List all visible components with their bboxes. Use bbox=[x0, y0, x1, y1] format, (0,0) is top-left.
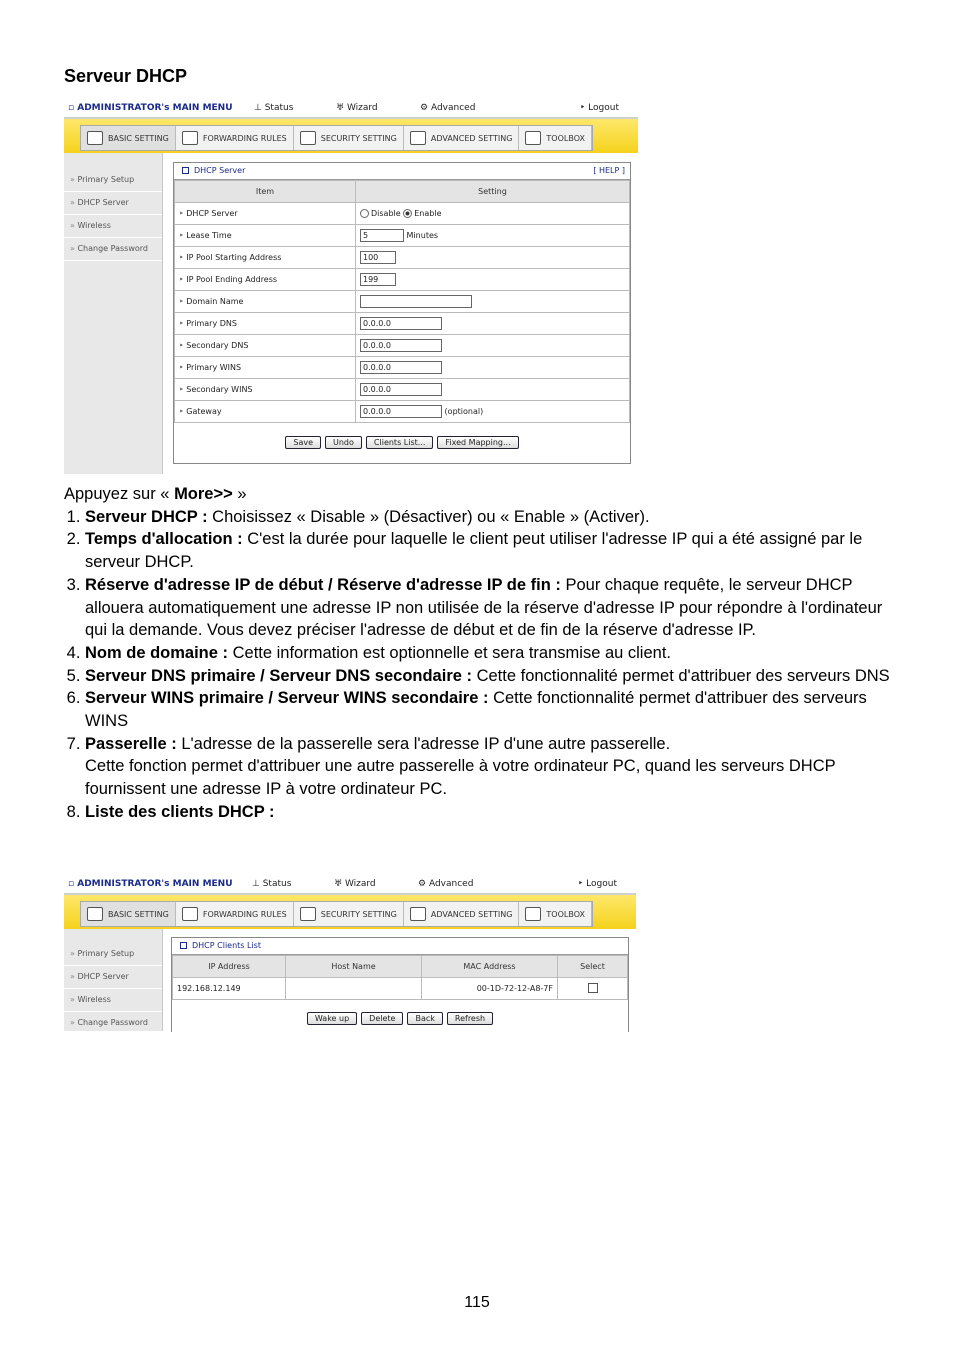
admin-main-menu[interactable]: ▫ ADMINISTRATOR's MAIN MENU bbox=[68, 879, 233, 889]
advanced-link[interactable]: ⚙ Advanced bbox=[418, 879, 474, 889]
status-icon: ⊥ bbox=[252, 879, 260, 889]
instruction-list bbox=[64, 506, 904, 824]
status-icon: ⊥ bbox=[254, 103, 262, 113]
secondary-dns-input[interactable]: 0.0.0.0 bbox=[360, 339, 442, 352]
wake-up-button[interactable]: Wake up bbox=[307, 1012, 357, 1025]
security-icon bbox=[300, 907, 316, 921]
top-menu-bar-2 bbox=[64, 877, 636, 895]
sidebar-item-dhcp-server[interactable]: » DHCP Server bbox=[64, 966, 162, 989]
forwarding-icon bbox=[182, 907, 198, 921]
column-header-host: Host Name bbox=[286, 956, 422, 978]
save-button[interactable]: Save bbox=[285, 436, 321, 449]
toolbox-icon bbox=[525, 131, 541, 145]
sidebar-item-change-password[interactable]: » Change Password bbox=[64, 1012, 162, 1035]
tab-forwarding-rules[interactable]: FORWARDING RULES bbox=[176, 902, 294, 926]
enable-radio[interactable] bbox=[403, 209, 412, 218]
folder-icon bbox=[87, 131, 103, 145]
advanced-setting-icon bbox=[410, 131, 426, 145]
wizard-link[interactable]: ♅ Wizard bbox=[336, 103, 378, 113]
intro-line: Appuyez sur « More>> » bbox=[64, 485, 247, 503]
client-host bbox=[286, 978, 422, 1000]
back-button[interactable]: Back bbox=[407, 1012, 442, 1025]
secondary-wins-label: ‣ Secondary WINS bbox=[175, 379, 356, 401]
tab-basic-setting[interactable]: BASIC SETTING bbox=[81, 902, 176, 926]
secondary-wins-input[interactable]: 0.0.0.0 bbox=[360, 383, 442, 396]
column-header-select: Select bbox=[558, 956, 628, 978]
column-header-ip: IP Address bbox=[173, 956, 286, 978]
sidebar bbox=[64, 153, 163, 474]
tab-basic-setting[interactable]: BASIC SETTING bbox=[81, 126, 176, 150]
sidebar-2 bbox=[64, 929, 163, 1031]
advanced-link[interactable]: ⚙ Advanced bbox=[420, 103, 476, 113]
gateway-label: ‣ Gateway bbox=[175, 401, 356, 423]
list-item: 5. Serveur DNS primaire / Serveur DNS secondaire : Cette fonctionnalité permet d'attribuer des serveurs DNS bbox=[85, 665, 904, 688]
secondary-dns-label: ‣ Secondary DNS bbox=[175, 335, 356, 357]
column-header-setting: Setting bbox=[356, 181, 630, 203]
list-item: 7. Passerelle : L'adresse de la passerelle sera l'adresse IP d'une autre passerelle. Cette fonction permet d'attribuer une autre passerelle à votre ordinateur PC, quand les serveurs DHCP fournissent une adresse IP à votre ordinateur PC. bbox=[85, 733, 904, 801]
client-ip: 192.168.12.149 bbox=[173, 978, 286, 1000]
dhcp-server-panel bbox=[173, 162, 631, 464]
advanced-icon: ⚙ bbox=[420, 103, 429, 113]
fixed-mapping-button[interactable]: Fixed Mapping... bbox=[437, 436, 518, 449]
wizard-icon: ♅ bbox=[336, 103, 345, 113]
panel-square-icon bbox=[182, 167, 189, 174]
list-item: 8. Liste des clients DHCP : bbox=[85, 801, 904, 824]
pool-end-label: ‣ IP Pool Ending Address bbox=[175, 269, 356, 291]
dhcp-server-label: ‣ DHCP Server bbox=[175, 203, 356, 225]
admin-main-menu[interactable]: ▫ ADMINISTRATOR's MAIN MENU bbox=[68, 103, 233, 113]
panel-square-icon bbox=[180, 942, 187, 949]
primary-dns-input[interactable]: 0.0.0.0 bbox=[360, 317, 442, 330]
dhcp-server-screenshot bbox=[64, 101, 638, 474]
tab-bar-2 bbox=[64, 895, 636, 929]
security-icon bbox=[300, 131, 316, 145]
help-link[interactable]: [ HELP ] bbox=[593, 166, 625, 175]
dhcp-clients-panel bbox=[171, 937, 629, 1032]
sidebar-item-dhcp-server[interactable]: » DHCP Server bbox=[64, 192, 162, 215]
gateway-input[interactable]: 0.0.0.0 bbox=[360, 405, 442, 418]
list-item: 4. Nom de domaine : Cette information est optionnelle et sera transmise au client. bbox=[85, 642, 904, 665]
clients-list-button[interactable]: Clients List... bbox=[366, 436, 433, 449]
primary-wins-label: ‣ Primary WINS bbox=[175, 357, 356, 379]
sidebar-item-change-password[interactable]: » Change Password bbox=[64, 238, 162, 261]
list-item: 3. Réserve d'adresse IP de début / Réserve d'adresse IP de fin : Pour chaque requête, le serveur DHCP allouera automatiquement une adresse IP non utilisée de la réserve d'adresse IP pour répondre à l'ordinateur qui la demande. Vous devez préciser l'adresse de début et de fin de la réserve d'adresse IP. bbox=[85, 574, 904, 642]
forwarding-icon bbox=[182, 131, 198, 145]
status-link[interactable]: ⊥ Status bbox=[252, 879, 292, 889]
wizard-icon: ♅ bbox=[334, 879, 343, 889]
top-menu-bar bbox=[64, 101, 638, 119]
list-item: 1. Serveur DHCP : Choisissez « Disable » (Désactiver) ou « Enable » (Activer). bbox=[85, 506, 904, 529]
instructions-text bbox=[64, 483, 904, 824]
tab-toolbox[interactable]: TOOLBOX bbox=[519, 902, 592, 926]
toolbox-icon bbox=[525, 907, 541, 921]
clients-table bbox=[172, 955, 628, 1000]
refresh-button[interactable]: Refresh bbox=[447, 1012, 493, 1025]
page-title: Serveur DHCP bbox=[64, 66, 188, 86]
panel-title: DHCP Server bbox=[194, 166, 246, 175]
domain-name-input[interactable] bbox=[360, 295, 472, 308]
logout-link[interactable]: ‣ Logout bbox=[578, 879, 617, 889]
tab-advanced-setting[interactable]: ADVANCED SETTING bbox=[404, 902, 520, 926]
disable-radio[interactable] bbox=[360, 209, 369, 218]
sidebar-item-wireless[interactable]: » Wireless bbox=[64, 215, 162, 238]
wizard-link[interactable]: ♅ Wizard bbox=[334, 879, 376, 889]
sidebar-item-primary-setup[interactable]: » Primary Setup bbox=[64, 169, 162, 192]
tab-bar bbox=[64, 119, 638, 153]
domain-name-label: ‣ Domain Name bbox=[175, 291, 356, 313]
tab-security-setting[interactable]: SECURITY SETTING bbox=[294, 902, 404, 926]
delete-button[interactable]: Delete bbox=[361, 1012, 403, 1025]
list-item: 2. Temps d'allocation : C'est la durée pour laquelle le client peut utiliser l'adresse IP qui a été assigné par le serveur DHCP. bbox=[85, 528, 904, 573]
column-header-item: Item bbox=[175, 181, 356, 203]
column-header-mac: MAC Address bbox=[422, 956, 558, 978]
table-row bbox=[173, 978, 628, 1000]
advanced-setting-icon bbox=[410, 907, 426, 921]
sidebar-item-primary-setup[interactable]: » Primary Setup bbox=[64, 943, 162, 966]
page-number: 115 bbox=[464, 1294, 490, 1311]
status-link[interactable]: ⊥ Status bbox=[254, 103, 294, 113]
pool-start-input[interactable]: 100 bbox=[360, 251, 396, 264]
client-mac: 00-1D-72-12-A8-7F bbox=[422, 978, 558, 1000]
advanced-icon: ⚙ bbox=[418, 879, 427, 889]
folder-icon bbox=[87, 907, 103, 921]
dhcp-settings-table: Item Setting ‣ DHCP Server Disable Enable ‣ Lease Time 5 Minutes ‣ IP Pool Starting Address 100 ‣ IP Pool Ending Address 199 ‣ Domain Name ‣ Primary DNS 0.0.0.0 ‣ Secondary DNS 0.0.0.0 ‣ Primary WINS 0.0.0.0 ‣ Secondary WINS 0.0.0.0 ‣ Gateway 0.0.0.0 (optional) bbox=[174, 180, 630, 423]
undo-button[interactable]: Undo bbox=[325, 436, 362, 449]
pool-start-label: ‣ IP Pool Starting Address bbox=[175, 247, 356, 269]
tab-toolbox[interactable]: TOOLBOX bbox=[519, 126, 592, 150]
lease-time-input[interactable]: 5 bbox=[360, 229, 404, 242]
pool-end-input[interactable]: 199 bbox=[360, 273, 396, 286]
primary-wins-input[interactable]: 0.0.0.0 bbox=[360, 361, 442, 374]
select-checkbox[interactable] bbox=[588, 983, 598, 993]
dhcp-clients-screenshot bbox=[64, 877, 636, 1031]
primary-dns-label: ‣ Primary DNS bbox=[175, 313, 356, 335]
tab-security-setting[interactable]: SECURITY SETTING bbox=[294, 126, 404, 150]
panel-title: DHCP Clients List bbox=[192, 941, 261, 950]
lease-time-label: ‣ Lease Time bbox=[175, 225, 356, 247]
tab-advanced-setting[interactable]: ADVANCED SETTING bbox=[404, 126, 520, 150]
sidebar-item-wireless[interactable]: » Wireless bbox=[64, 989, 162, 1012]
list-item: 6. Serveur WINS primaire / Serveur WINS secondaire : Cette fonctionnalité permet d'attribuer des serveurs WINS bbox=[85, 687, 904, 732]
tab-forwarding-rules[interactable]: FORWARDING RULES bbox=[176, 126, 294, 150]
logout-link[interactable]: ‣ Logout bbox=[580, 103, 619, 113]
